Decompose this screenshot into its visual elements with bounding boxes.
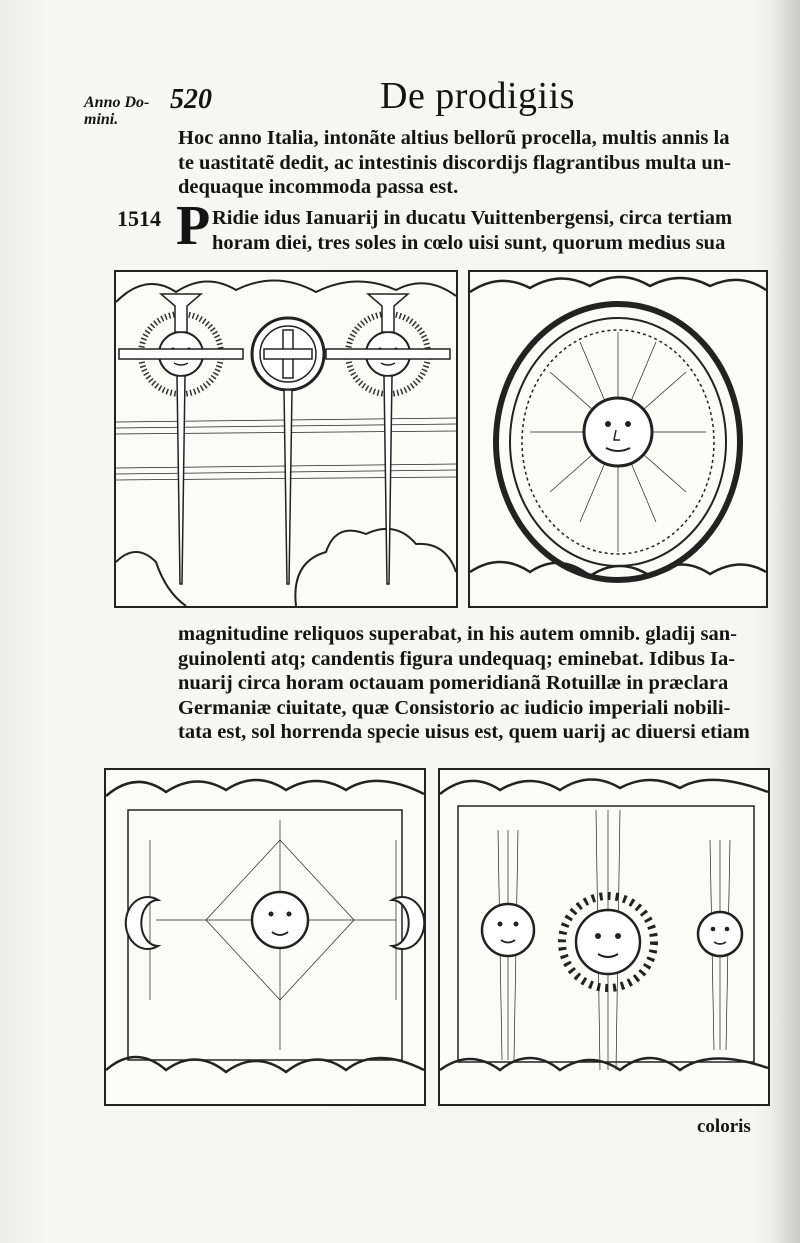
text-line: tata est, sol horrenda specie uisus est, quem uarij ac diuersi etiam — [178, 721, 750, 743]
year-marginal: 1514 — [117, 206, 161, 231]
margin-anno-line2: mini. — [84, 111, 119, 128]
catchword: coloris — [697, 1116, 751, 1137]
margin-note — [84, 94, 149, 128]
text-line: nuarij circa horam octauam pomeridianã Rotuillæ in præclara — [178, 672, 729, 694]
text-line: horam diei, tres soles in cœlo uisi sunt, quorum medius sua — [212, 231, 726, 254]
running-head: De prodigiis — [380, 75, 575, 117]
text-line: magnitudine reliquos superabat, in his autem omnib. gladij san- — [178, 623, 737, 645]
paragraph-1 — [178, 126, 763, 200]
entry-opening — [212, 206, 767, 255]
woodcut-sun-two-moons — [104, 768, 426, 1106]
text-line: dequaque incommoda passa est. — [178, 176, 459, 198]
folio-number: 520 — [170, 84, 212, 115]
woodcut-sun-in-ring — [468, 270, 768, 608]
text-line: Ridie idus Ianuarij in ducatu Vuittenbergensi, circa tertiam — [212, 207, 733, 229]
woodcut-three-suns-swords — [114, 270, 458, 608]
text-line: Germaniæ ciuitate, quæ Consistorio ac iudicio imperiali nobili- — [178, 696, 731, 719]
drop-initial: P — [176, 195, 211, 257]
page-edge-shadow — [770, 0, 800, 1243]
paragraph-2 — [178, 622, 763, 745]
text-line: Hoc anno Italia, intonãte altius bellorũ procella, multis annis la — [178, 127, 730, 149]
woodcut-three-suns-rays — [438, 768, 770, 1106]
text-line: guinolenti atq; candentis figura undequaq; eminebat. Idibus Ia- — [178, 647, 736, 670]
margin-anno-line1: Anno Do- — [84, 94, 150, 111]
text-line: te uastitatẽ dedit, ac intestinis discordijs flagrantibus multa un- — [178, 151, 731, 174]
